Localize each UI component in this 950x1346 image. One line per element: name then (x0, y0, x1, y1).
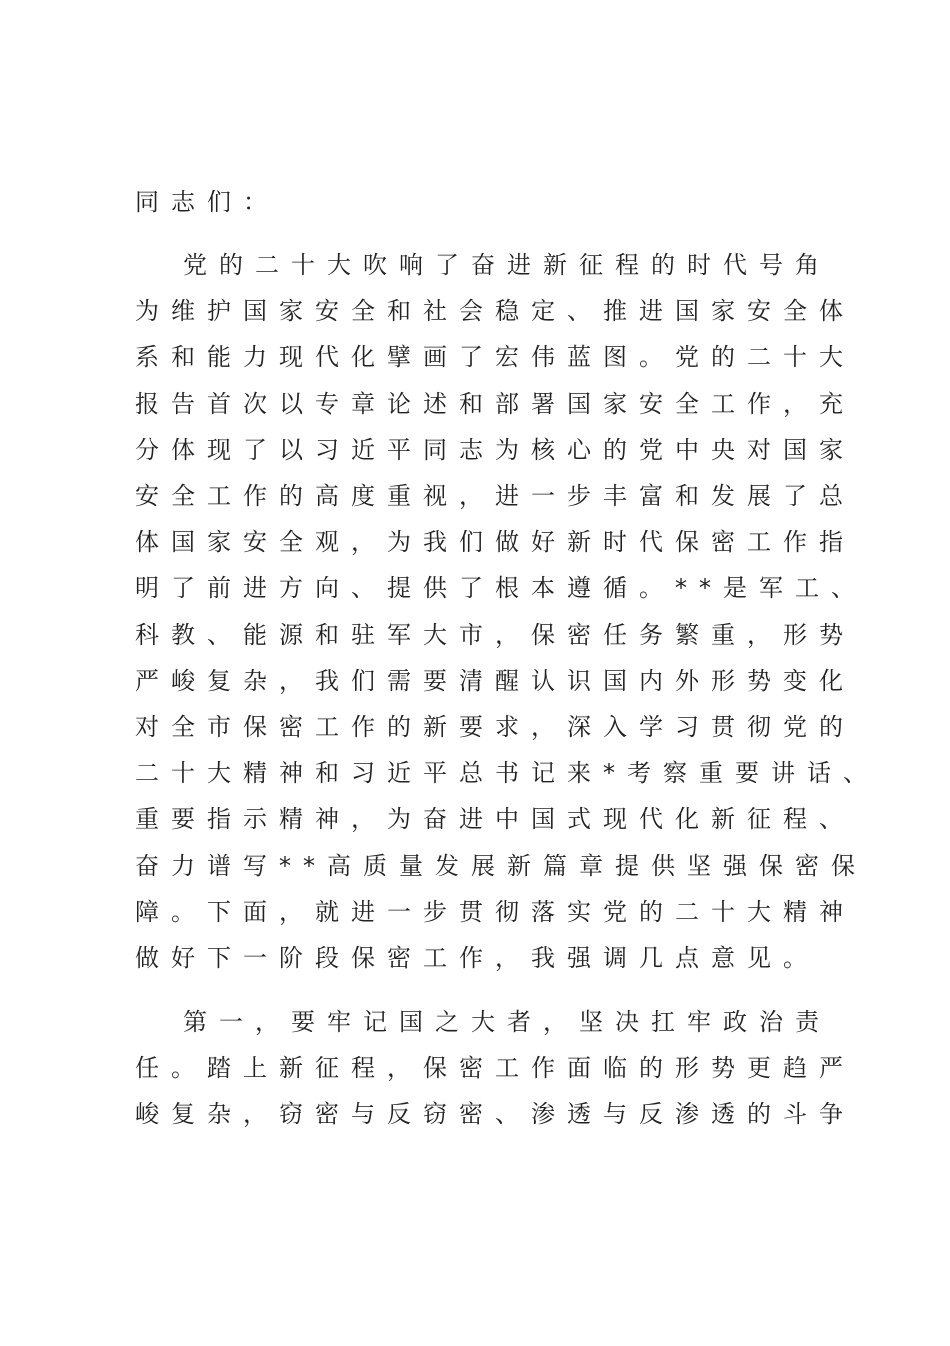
paragraph-2-line-3: 峻复杂，窃密与反窃密、渗透与反渗透的斗争 (135, 1100, 855, 1128)
paragraph-1-line-13: 重要指示精神，为奋进中国式现代化新征程、 (135, 805, 855, 833)
salutation: 同志们： (135, 188, 279, 216)
paragraph-1-line-5: 分体现了以习近平同志为核心的党中央对国家 (135, 436, 855, 464)
paragraph-1-line-2: 为维护国家安全和社会稳定、推进国家安全体 (135, 297, 855, 325)
paragraph-1-line-10: 严峻复杂，我们需要清醒认识国内外形势变化 (135, 667, 855, 695)
paragraph-1-line-7: 体国家安全观，为我们做好新时代保密工作指 (135, 528, 855, 556)
paragraph-2-line-1: 第一，要牢记国之大者，坚决扛牢政治责 (183, 1008, 831, 1036)
paragraph-1-line-11: 对全市保密工作的新要求，深入学习贯彻党的 (135, 713, 855, 741)
paragraph-1-line-6: 安全工作的高度重视，进一步丰富和发展了总 (135, 482, 855, 510)
paragraph-1-line-16: 做好下一阶段保密工作，我强调几点意见。 (135, 944, 819, 972)
paragraph-1-line-15: 障。下面，就进一步贯彻落实党的二十大精神 (135, 898, 855, 926)
paragraph-1-line-8: 明了前进方向、提供了根本遵循。**是军工、 (135, 574, 867, 602)
paragraph-1-line-3: 系和能力现代化擘画了宏伟蓝图。党的二十大 (135, 343, 855, 371)
paragraph-1-line-9: 科教、能源和驻军大市，保密任务繁重，形势 (135, 621, 855, 649)
paragraph-1-line-4: 报告首次以专章论述和部署国家安全工作，充 (135, 390, 855, 418)
paragraph-1-line-1: 党的二十大吹响了奋进新征程的时代号角 (183, 251, 831, 279)
paragraph-1-line-14: 奋力谱写**高质量发展新篇章提供坚强保密保 (135, 852, 867, 880)
paragraph-2-line-2: 任。踏上新征程，保密工作面临的形势更趋严 (135, 1054, 855, 1082)
paragraph-1-line-12: 二十大精神和习近平总书记来*考察重要讲话、 (135, 759, 879, 787)
